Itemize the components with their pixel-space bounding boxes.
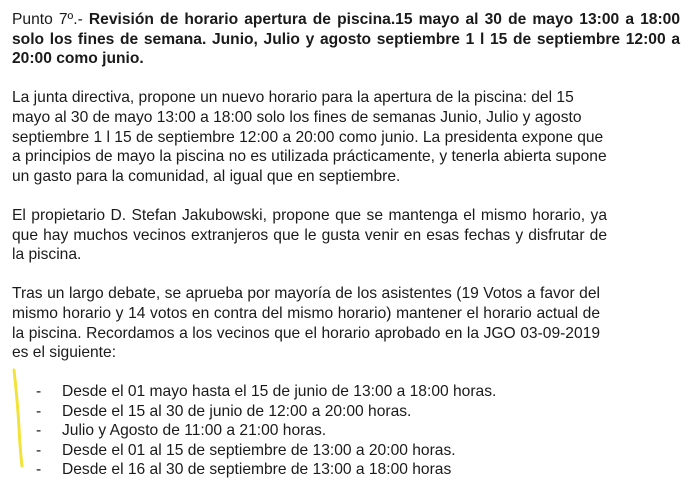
list-bullet: - <box>36 422 42 440</box>
list-bullet: - <box>36 441 42 459</box>
schedule-item <box>12 421 680 440</box>
paragraph-vote-result: Tras un largo debate, se aprueba por mayoría de los asistentes (19 Votos a favor del mismo horario y 14 votos en contra del mismo horario) mantener el horario actual de la piscina. Recordamos a los vecinos que el horario aprobado en la JGO 03-09-2019 es el siguiente: <box>12 285 600 362</box>
paragraph-board-proposal: La junta directiva, propone un nuevo horario para la apertura de la piscina: del 15 mayo al 30 de mayo 13:00 a 18:00 solo los fines de semanas Junio, Julio y agosto septiembre 1 l 15 de septiembre 12:00 a 20:00 como junio. La presidenta expone que a principios de mayo la piscina no es utilizada prácticamente, y tenerla abierta supone un gasto para la comunidad, al igual que en septiembre. <box>12 89 607 185</box>
agenda-item-heading <box>12 10 680 69</box>
yellow-highlighter-mark <box>8 368 28 468</box>
schedule-item <box>12 402 680 421</box>
paragraph-owner-proposal: El propietario D. Stefan Jakubowski, propone que se mantenga el mismo horario, ya que hay muchos vecinos extranjeros que le gusta venir en esas fechas y disfrutar de la piscina. <box>12 206 607 264</box>
schedule-list <box>12 382 680 479</box>
schedule-item-text: Julio y Agosto de 11:00 a 21:00 horas. <box>62 422 327 440</box>
schedule-item <box>12 441 680 460</box>
schedule-item-text: Desde el 15 al 30 de junio de 12:00 a 20:00 horas. <box>62 402 412 420</box>
list-bullet: - <box>36 460 42 478</box>
list-bullet: - <box>36 402 42 420</box>
document-body <box>12 10 680 479</box>
list-bullet: - <box>36 383 42 401</box>
schedule-item-text: Desde el 01 mayo hasta el 15 de junio de 13:00 a 18:00 horas. <box>62 383 497 401</box>
schedule-item <box>12 460 680 479</box>
agenda-item-number: Punto 7º.- <box>12 11 89 28</box>
highlighter-stroke <box>14 370 22 466</box>
schedule-item <box>12 382 680 401</box>
schedule-item-text: Desde el 01 al 15 de septiembre de 13:00 a 20:00 horas. <box>62 441 456 459</box>
agenda-item-title: Revisión de horario apertura de piscina.15 mayo al 30 de mayo 13:00 a 18:00 solo los fines de semana. Junio, Julio y agosto septiembre 1 l 15 de septiembre 12:00 a 20:00 como junio. <box>12 11 681 68</box>
schedule-item-text: Desde el 16 al 30 de septiembre de 13:00 a 18:00 horas <box>62 460 452 478</box>
